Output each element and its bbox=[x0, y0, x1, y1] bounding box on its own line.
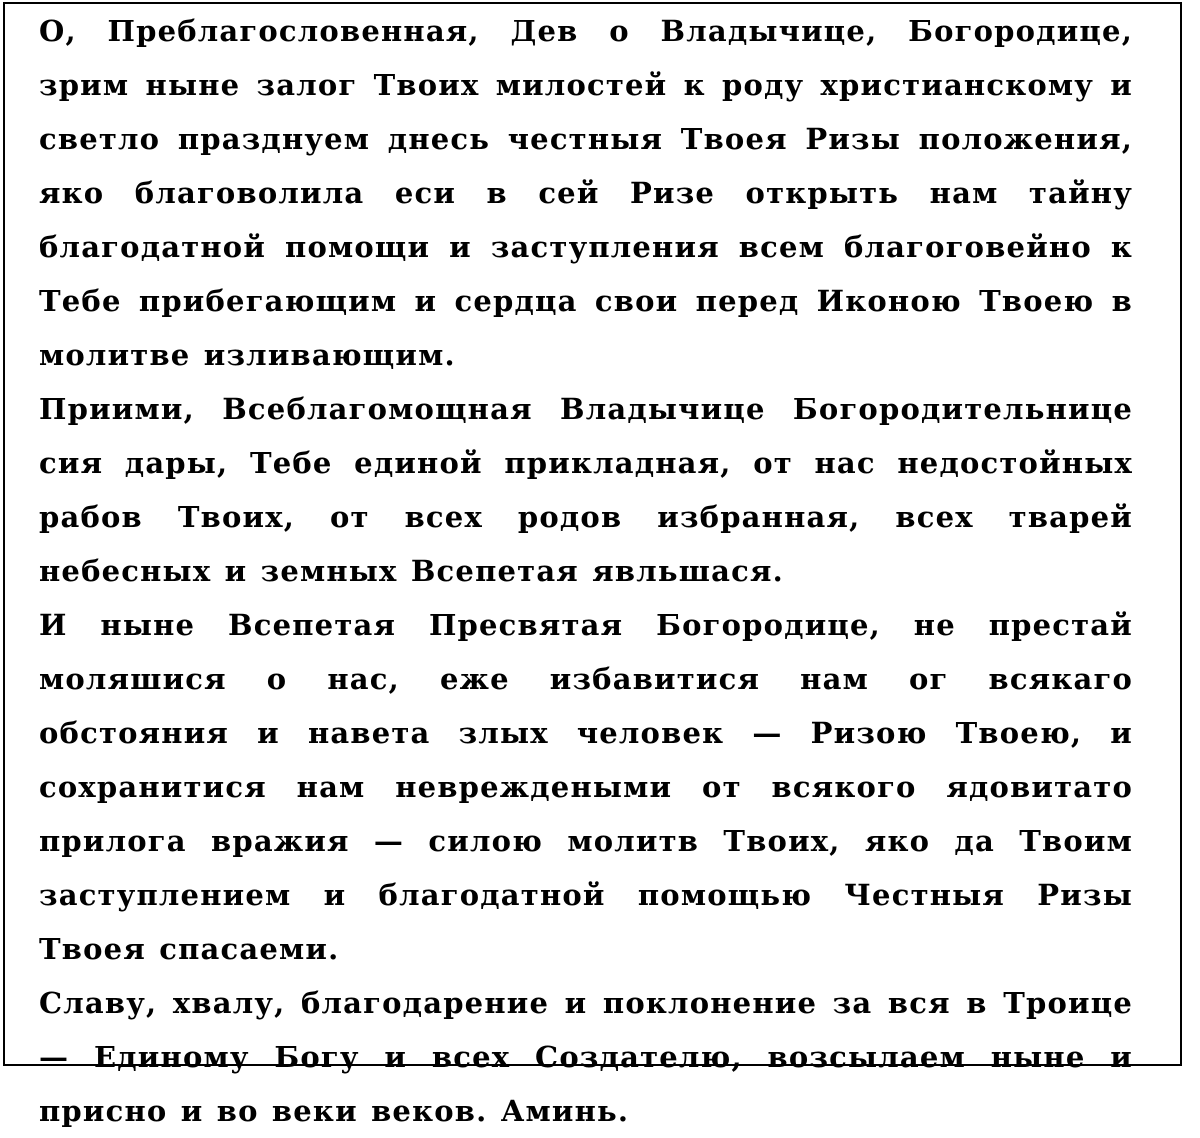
prayer-paragraph-1: О, Преблагословенная, Дев о Владычице, Богородице, зрим ныне залог Твоих милостей к роду христианскому и светло празднуем днесь честныя Твоея Ризы положения, яко благоволила еси в сей Ризе открыть нам тайну благодатной помощи и заступления всем благоговейно к Тебе прибегающим и сердца свои перед Иконою Твоею в молитве изливающим. bbox=[39, 14, 1133, 372]
prayer-paragraph-4: Славу, хвалу, благодарение и поклонение за вся в Троице — Единому Богу и всех Создателю, возсылаем ныне и присно и во веки веков. Аминь. bbox=[39, 986, 1133, 1128]
prayer-paragraph-2: Приими, Всеблагомощная Владычице Богородительнице сия дары, Тебе единой прикладная, от нас недостойных рабов Твоих, от всех родов избранная, всех тварей небесных и земных Всепетая явльшася. bbox=[39, 392, 1133, 588]
prayer-text bbox=[39, 4, 1133, 1138]
text-frame bbox=[3, 2, 1182, 1128]
prayer-paragraph-3: И ныне Всепетая Пресвятая Богородице, не престай моляшися о нас, еже избавитися нам ог всякаго обстояния и навета злых человек — Ризою Твоею, и сохранитися нам невреждеными от всякого ядовитато прилога вражия — силою молитв Твоих, яко да Твоим заступлением и благодатной помощью Честныя Ризы Твоея спасаеми. bbox=[39, 608, 1133, 966]
